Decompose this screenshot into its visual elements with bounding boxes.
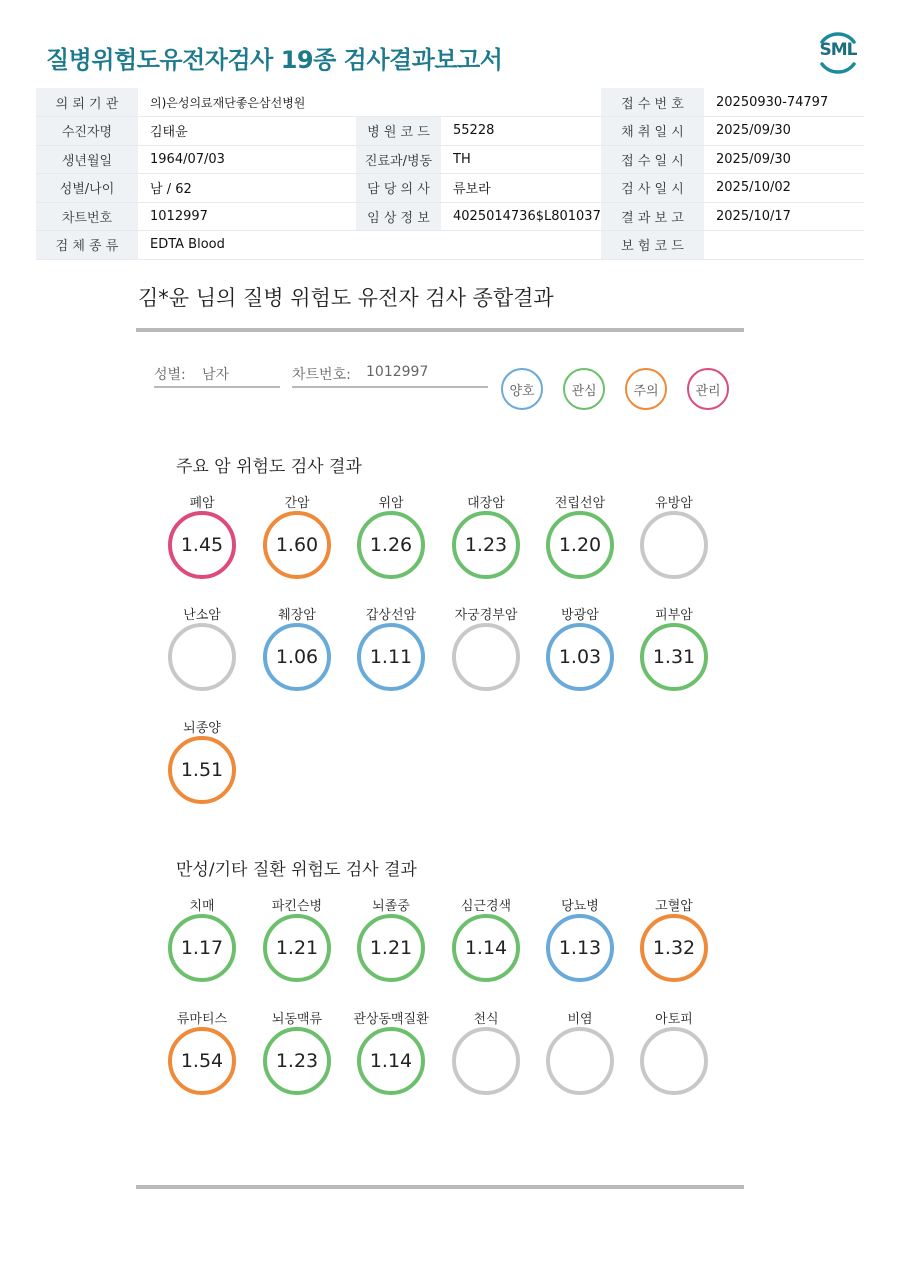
info-row — [36, 145, 864, 174]
chronic-section-title: 만성/기타 질환 위험도 검사 결과 — [176, 860, 417, 880]
disease-name: 뇌종양 — [183, 721, 221, 736]
risk-score-circle — [546, 914, 614, 982]
info-label — [356, 88, 441, 117]
risk-score-circle — [640, 623, 708, 691]
risk-score-value: 1.45 — [180, 534, 224, 556]
info-value: 남 / 62 — [138, 174, 356, 203]
disease-name: 난소암 — [183, 608, 221, 623]
info-label: 생년월일 — [36, 145, 138, 174]
info-row — [36, 117, 864, 146]
info-value: 2025/09/30 — [704, 145, 864, 174]
info-label: 담 당 의 사 — [356, 174, 441, 203]
risk-score-value: 1.20 — [558, 534, 602, 556]
disease-name: 위암 — [378, 496, 404, 511]
legend-interest: 관심 — [563, 368, 605, 410]
disease-name: 폐암 — [189, 496, 215, 511]
legend-caution: 주의 — [625, 368, 667, 410]
info-value — [704, 231, 864, 260]
info-value: 55228 — [441, 117, 601, 146]
risk-score-circle — [168, 1027, 236, 1095]
risk-score-circle — [357, 914, 425, 982]
info-row — [36, 202, 864, 231]
info-value: EDTA Blood — [138, 231, 356, 260]
risk-score-circle — [357, 623, 425, 691]
disease-name: 대장암 — [467, 496, 505, 511]
disease-name: 천식 — [473, 1012, 499, 1027]
legend-manage: 관리 — [687, 368, 729, 410]
disease-name: 전립선암 — [554, 496, 606, 511]
risk-score-circle — [452, 914, 520, 982]
risk-score-value: 1.03 — [558, 646, 602, 668]
risk-score-value: 1.17 — [180, 937, 224, 959]
risk-score-circle — [263, 511, 331, 579]
top-divider — [136, 328, 744, 332]
info-row — [36, 88, 864, 117]
info-label: 의 뢰 기 관 — [36, 88, 138, 117]
info-value: 2025/10/02 — [704, 174, 864, 203]
info-value: 김태윤 — [138, 117, 356, 146]
info-value: 1012997 — [138, 202, 356, 231]
info-label: 성별/나이 — [36, 174, 138, 203]
info-value: 1964/07/03 — [138, 145, 356, 174]
info-value: 의)은성의료재단좋은삼선병원 — [138, 88, 356, 117]
risk-score-circle — [452, 511, 520, 579]
risk-score-circle — [263, 914, 331, 982]
summary-title: 김*윤 님의 질병 위험도 유전자 검사 종합결과 — [138, 286, 554, 310]
risk-score-value: 1.13 — [558, 937, 602, 959]
info-value — [441, 231, 601, 260]
info-label: 수진자명 — [36, 117, 138, 146]
risk-score-value: 1.14 — [464, 937, 508, 959]
risk-score-circle — [357, 511, 425, 579]
info-value: 20250930-74797 — [704, 88, 864, 117]
risk-score-value: 1.60 — [275, 534, 319, 556]
risk-score-value: 1.51 — [180, 759, 224, 781]
risk-score-value: 1.26 — [369, 534, 413, 556]
risk-score-circle — [263, 1027, 331, 1095]
disease-name: 뇌졸중 — [372, 899, 410, 914]
info-label: 병 원 코 드 — [356, 117, 441, 146]
risk-score-value: 1.32 — [652, 937, 696, 959]
disease-name: 뇌동맥류 — [271, 1012, 323, 1027]
risk-score-circle — [546, 623, 614, 691]
risk-score-value: 1.54 — [180, 1050, 224, 1072]
risk-score-value: 1.23 — [275, 1050, 319, 1072]
sex-label: 성별: — [154, 367, 186, 383]
disease-name: 갑상선암 — [365, 608, 417, 623]
bottom-divider — [136, 1185, 744, 1189]
logo-text: SML — [819, 40, 857, 60]
disease-name: 당뇨병 — [561, 899, 599, 914]
info-label: 검 사 일 시 — [601, 174, 704, 203]
info-label: 결 과 보 고 — [601, 202, 704, 231]
risk-score-circle — [168, 511, 236, 579]
risk-score-circle — [263, 623, 331, 691]
info-label — [356, 231, 441, 260]
risk-score-value: 1.23 — [464, 534, 508, 556]
sml-logo — [814, 30, 862, 76]
info-label: 임 상 정 보 — [356, 202, 441, 231]
risk-score-value: 1.31 — [652, 646, 696, 668]
disease-name: 자궁경부암 — [454, 608, 518, 623]
risk-score-value: 1.06 — [275, 646, 319, 668]
disease-name: 류마티스 — [176, 1012, 228, 1027]
info-label: 검 체 종 류 — [36, 231, 138, 260]
disease-name: 치매 — [189, 899, 215, 914]
legend-good: 양호 — [501, 368, 543, 410]
info-label: 채 취 일 시 — [601, 117, 704, 146]
sex-underline — [154, 386, 280, 388]
risk-score-circle — [168, 623, 236, 691]
risk-score-circle — [640, 1027, 708, 1095]
risk-score-circle — [452, 1027, 520, 1095]
risk-score-circle — [640, 511, 708, 579]
risk-score-value: 1.11 — [369, 646, 413, 668]
risk-score-circle — [546, 1027, 614, 1095]
info-value: 2025/09/30 — [704, 117, 864, 146]
disease-name: 피부암 — [655, 608, 693, 623]
info-value: 2025/10/17 — [704, 202, 864, 231]
chart-no-label: 차트번호: — [292, 367, 351, 383]
risk-score-circle — [168, 736, 236, 804]
info-value — [441, 88, 601, 117]
risk-score-value: 1.21 — [369, 937, 413, 959]
disease-name: 아토피 — [655, 1012, 693, 1027]
risk-score-value: 1.14 — [369, 1050, 413, 1072]
disease-name: 관상동맥질환 — [353, 1012, 429, 1027]
disease-name: 비염 — [567, 1012, 593, 1027]
info-label: 접 수 번 호 — [601, 88, 704, 117]
disease-name: 파킨슨병 — [271, 899, 323, 914]
info-row — [36, 174, 864, 203]
chart-no-value: 1012997 — [366, 364, 429, 380]
disease-name: 유방암 — [655, 496, 693, 511]
info-label: 접 수 일 시 — [601, 145, 704, 174]
disease-name: 심근경색 — [460, 899, 512, 914]
cancer-section-title: 주요 암 위험도 검사 결과 — [176, 457, 362, 477]
info-value: 4025014736$L801037 — [441, 202, 601, 231]
info-row — [36, 231, 864, 260]
info-value: 류보라 — [441, 174, 601, 203]
disease-name: 췌장암 — [278, 608, 316, 623]
risk-score-circle — [452, 623, 520, 691]
info-value: TH — [441, 145, 601, 174]
disease-name: 방광암 — [561, 608, 599, 623]
disease-name: 간암 — [284, 496, 310, 511]
risk-score-value: 1.21 — [275, 937, 319, 959]
risk-score-circle — [640, 914, 708, 982]
patient-info-table — [36, 88, 864, 260]
chart-no-underline — [292, 386, 488, 388]
risk-score-circle — [357, 1027, 425, 1095]
risk-score-circle — [168, 914, 236, 982]
sex-value: 남자 — [202, 367, 230, 383]
info-label: 진료과/병동 — [356, 145, 441, 174]
disease-name: 고혈압 — [655, 899, 693, 914]
report-title: 질병위험도유전자검사 19종 검사결과보고서 — [46, 46, 503, 74]
info-label: 보 험 코 드 — [601, 231, 704, 260]
risk-score-circle — [546, 511, 614, 579]
info-label: 차트번호 — [36, 202, 138, 231]
